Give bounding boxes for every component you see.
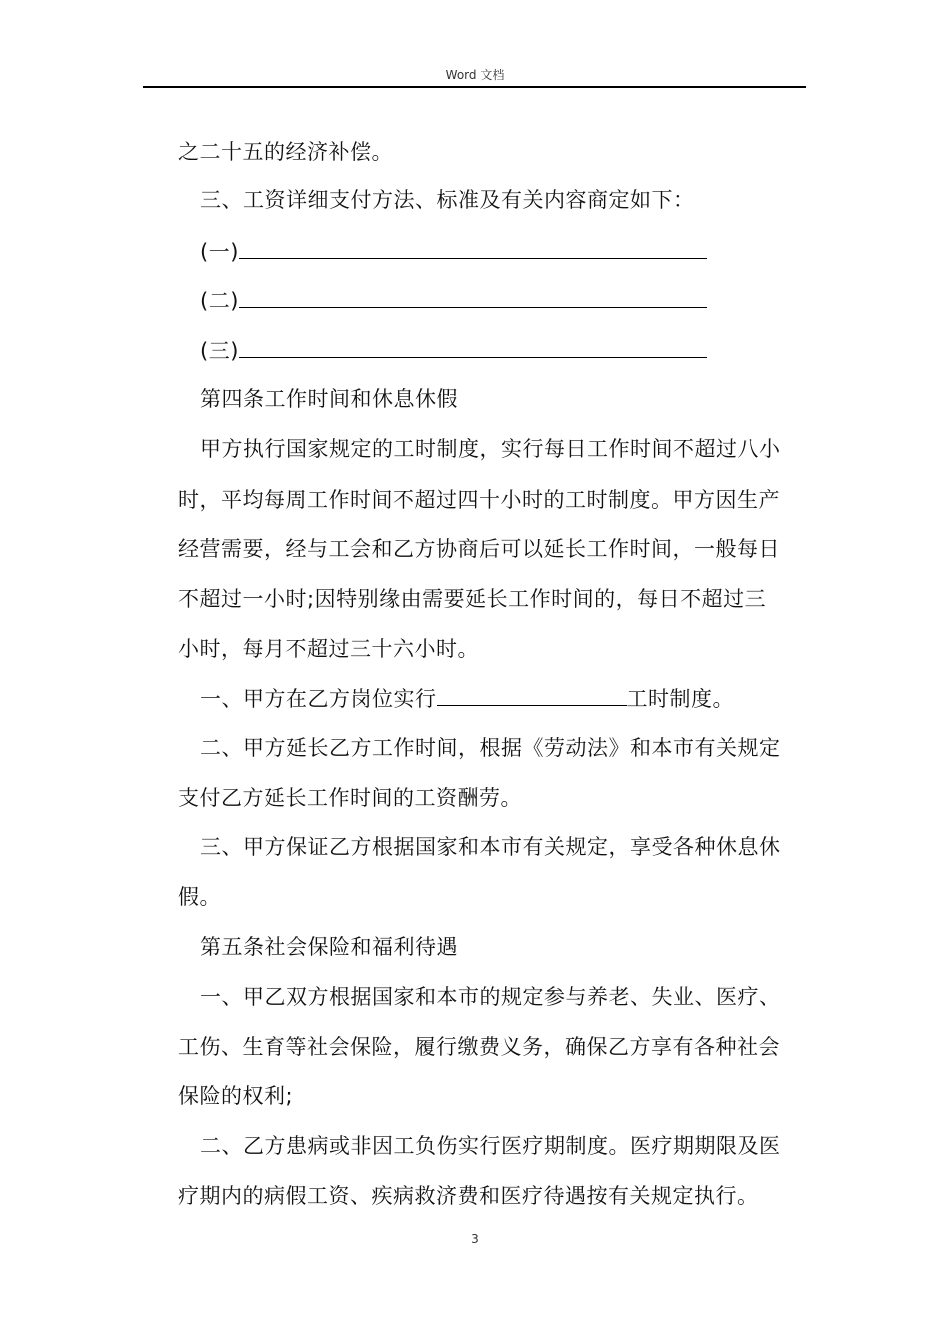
paragraph-line: 小时，每月不超过三十六小时。 — [178, 637, 479, 661]
paragraph-line: 假。 — [178, 885, 221, 909]
paragraph-line: 支付乙方延长工作时间的工资酬劳。 — [178, 786, 522, 810]
section-heading: 第四条工作时间和休息休假 — [200, 387, 458, 411]
blank-item-label: (二) — [200, 289, 239, 313]
paragraph-line: 时，平均每周工作时间不超过四十小时的工时制度。甲方因生产 — [178, 488, 780, 512]
paragraph-line: 二、甲方延长乙方工作时间，根据《劳动法》和本市有关规定 — [200, 736, 781, 760]
paragraph-line-with-blank — [200, 683, 734, 714]
paragraph-line: 疗期内的病假工资、疾病救济费和医疗待遇按有关规定执行。 — [178, 1184, 759, 1208]
paragraph-line: 三、工资详细支付方法、标准及有关内容商定如下： — [200, 188, 695, 212]
header-rule — [143, 86, 806, 88]
blank-item-3 — [200, 335, 707, 366]
page-number: 3 — [471, 1232, 479, 1246]
text-segment: 工时制度。 — [626, 687, 734, 711]
section-heading: 第五条社会保险和福利待遇 — [200, 935, 458, 959]
fill-in-blank — [437, 683, 627, 706]
paragraph-line: 经营需要，经与工会和乙方协商后可以延长工作时间，一般每日 — [178, 537, 780, 561]
paragraph-line: 之二十五的经济补偿。 — [178, 140, 393, 164]
fill-in-blank — [239, 236, 707, 259]
blank-item-2 — [200, 285, 707, 316]
paragraph-line: 甲方执行国家规定的工时制度，实行每日工作时间不超过八小 — [200, 437, 781, 461]
paragraph-line: 保险的权利; — [178, 1084, 294, 1108]
fill-in-blank — [239, 285, 707, 308]
paragraph-line: 三、甲方保证乙方根据国家和本市有关规定，享受各种休息休 — [200, 835, 781, 859]
paragraph-line: 一、甲乙双方根据国家和本市的规定参与养老、失业、医疗、 — [200, 985, 781, 1009]
fill-in-blank — [239, 335, 707, 358]
text-segment: 一、甲方在乙方岗位实行 — [200, 687, 437, 711]
paragraph-line: 工伤、生育等社会保险，履行缴费义务，确保乙方享有各种社会 — [178, 1035, 780, 1059]
paragraph-line: 二、乙方患病或非因工负伤实行医疗期制度。医疗期期限及医 — [200, 1134, 781, 1158]
blank-item-label: (三) — [200, 339, 239, 363]
blank-item-1 — [200, 236, 707, 267]
header-title: Word 文档 — [445, 68, 505, 82]
paragraph-line: 不超过一小时;因特别缘由需要延长工作时间的，每日不超过三 — [178, 587, 767, 611]
blank-item-label: (一) — [200, 240, 239, 264]
